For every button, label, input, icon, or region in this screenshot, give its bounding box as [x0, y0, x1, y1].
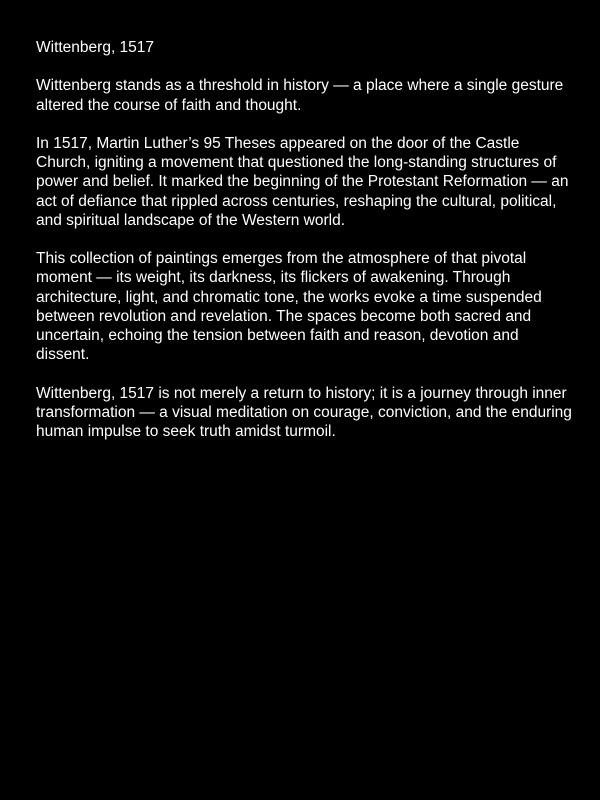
document-title: Wittenberg, 1517	[36, 39, 155, 56]
closing-paragraph: Wittenberg, 1517 is not merely a return to history; it is a journey through inner transformation — a visual meditation on courage, conviction, and the enduring human impulse to seek truth amidst turmoil.	[36, 384, 572, 440]
collection-paragraph: This collection of paintings emerges from the atmosphere of that pivotal moment — its weight, its darkness, its flickers of awakening. Through architecture, light, and chromatic tone, the works evoke a time suspended between revolution and revelation. The spaces become both sacred and uncertain, echoing the tension between faith and reason, devotion and dissent.	[36, 250, 542, 364]
history-paragraph: In 1517, Martin Luther’s 95 Theses appeared on the door of the Castle Church, igniting a movement that questioned the long-standing structures of power and belief. It marked the beginning of the Protestant Reformation — an act of defiance that rippled across centuries, reshaping the cultural, political, and spiritual landscape of the Western world.	[36, 134, 569, 229]
intro-paragraph: Wittenberg stands as a threshold in history — a place where a single gesture altered the course of faith and thought.	[36, 77, 564, 114]
document-body	[36, 38, 576, 460]
